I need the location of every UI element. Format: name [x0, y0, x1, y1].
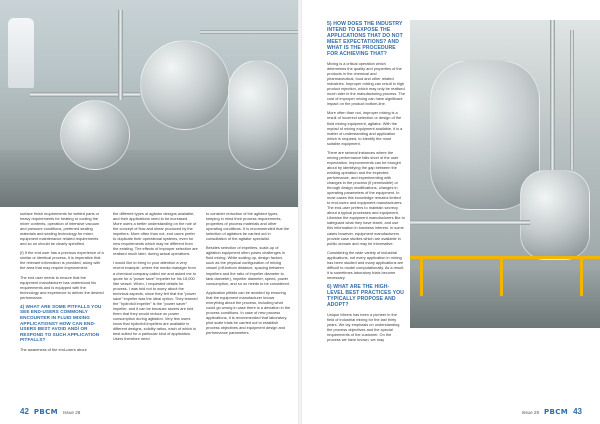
paragraph: Mixing is a critical operation which determines the quality and properties of the products in the chemical and pharmaceutical, food and other related industries. Improper mixing can result in high product rejection, which may only be realised much later in the manufacturing process. The cost of improper mixing can have significant impact on the product bottom-line.	[327, 61, 405, 107]
paragraph: to consider reduction of the agitator types, keeping in mind their process requirements, properties of process materials and other operating conditions. It is recommended that the selection of agitators be carried out in consultation of the agitator specialist.	[206, 211, 290, 242]
page-number: 42	[20, 407, 29, 416]
mixing-vessel	[140, 40, 230, 130]
article-column-4	[327, 18, 405, 346]
question-5-heading: 5) HOW DOES THE INDUSTRY INTEND TO EXPOSE THE APPLICATIONS THAT DO NOT MEET EXPECTATIONS? AND WHAT IS THE PROCEDURE FOR ACHIEVING THAT?	[327, 21, 403, 57]
paragraph: Besides selection of impellers, scale-up of agitation equipment often poses challenges in fluid mixing. While scaling up, design factors such as the physical configuration of mixing vessel (off-bottom distance, spacing between impellers and the ratio of impeller diameter to tank diameter), impeller diameter, speed, power consumption, and so on needs to be considered.	[206, 245, 290, 286]
vessel-lid	[60, 100, 130, 170]
safety-rail	[410, 256, 600, 259]
paragraph: the different types of agitator designs available, and their applications need to be increased. More users a better understanding on the role of the concept of flow and shear produced by the impellers. More often than not, end users prefer to duplicate their operational systems, even for new requirements which may be different from the existing. The effects of improper selection are realised much later, during actual operations.	[113, 211, 198, 257]
article-column-1	[20, 211, 105, 356]
paragraph: Application pitfalls can be avoided by ensuring that the equipment manufacturer knows everything about the process, including what could go wrong in case there is a deviation in the process conditions. In case of new process applications, it is recommended that laboratory, pilot scale trials be carried out to establish process objectives and equipment design and performance parameters.	[206, 289, 291, 336]
magazine-logo: PBCM	[543, 408, 569, 416]
pipe	[570, 30, 574, 170]
paragraph: Unique Mixers has been a pioneer in the field of industrial mixing for the last thirty years. We lay emphasis on understanding the process objectives and the special requirements of the customer. On the process we have known, we may	[327, 311, 400, 343]
cleanroom-photo	[0, 0, 298, 207]
question-4-heading: 4) WHAT ARE SOME PITFALLS YOU SEE END-USERS COMMONLY ENCOUNTER IN FLUID MIXING APPLICATIONS? HOW CAN END-USERS BEST AVOID AND/ OR RESPOND TO SUCH APPLICATION PITFALLS?	[20, 303, 102, 343]
safety-rail-post	[500, 256, 503, 296]
pipe	[118, 10, 123, 100]
page-folio-right	[519, 407, 582, 416]
paragraph: The end user needs to ensure that the equipment manufacturer has understood his requirements and is equipped with the technology and experience to deliver the desired performance.	[20, 274, 104, 300]
side-tank	[228, 60, 288, 170]
pipe	[550, 20, 555, 170]
paragraph: surface finish requirements for wetted parts or heavy requirements for heating or cooling the mixer contents, operation of intensive vacuum and pressure conditions, preferred sealing materials and sealing technology for mixer, equipment maintenance related requirements and so on should be clearly specified.	[20, 211, 100, 247]
paragraph: The awareness of the end-users about	[20, 346, 87, 352]
pipe	[200, 30, 298, 34]
paragraph: I would like to bring to your attention a very recent example, where the media manager from a chemical company called me and asked me to quote for a "power save" impeller for his 15,000 litre vessel. When, I requested details for process, I was told not to worry about the technical aspects, since they felt that the "power save" impeller was the ideal option. They learned the "hydrofoil impeller" is the "power saver" impeller, and it can be because savers are told them that they would reduce on power consumption during agitation. Very few users know that hydrofoil impellers are available in different designs, solidity ratios, each of which is best suited for a particular kind of application. Users therefore need	[113, 260, 198, 342]
issue-label: Issue 29	[62, 410, 81, 415]
pipe	[30, 92, 140, 97]
paragraph: More often than not, improper mixing is a result of incorrect selection or design of the fluid mixing equipment, agitator. With the myriad of mixing equipment available, it is a matter of understanding and application which is required, to identify the most suitable equipment.	[327, 110, 403, 146]
paragraph: There are several instances where the mixing performance falls short of the user expectation. Improvements can be brought about by identifying the gap between the existing operation and the expected performance, and experimenting with changes in the process (if permissible) or through design modifications, changes in operating parameters of the equipment. In most cases this knowledge remains limited to end-users and equipment manufacturers. The end-user prefers to maintain secrecy about a typical processes and equipment. Likewise the equipment manufacturers like to safeguard what they have learnt, and use this information in business interest. In some cases however, equipment manufacturers provide case studies which are available in public domain and may be informative.	[327, 149, 405, 246]
page-folio-left	[20, 407, 83, 416]
safety-rail-post	[580, 256, 583, 296]
question-6-heading: 6) WHAT ARE THE HIGH-LEVEL BEST PRACTICES YOU TYPICALLY PROPOSE AND ADOPT?	[327, 283, 404, 308]
photo-floor	[410, 270, 600, 328]
magazine-logo: PBCM	[33, 408, 59, 416]
page-number: 43	[573, 407, 582, 416]
worker-figure	[8, 18, 34, 88]
small-vessel	[520, 170, 590, 260]
issue-label: Issue 29	[521, 410, 540, 415]
paragraph: (f) If the end user has a previous experience of a similar or identical process, it is imperative that the relevant information is provided, along with the area that may require improvement.	[20, 250, 104, 271]
pipe	[410, 220, 530, 225]
mixing-plant-photo	[410, 20, 600, 328]
page-gutter	[298, 0, 302, 424]
article-column-2	[113, 211, 198, 345]
paragraph: Considering the wide variety of industrial applications, not every application in mixing has been studied and many applications are difficult to model computationally. As a result, it is sometimes laboratory trials become necessary.	[327, 249, 405, 280]
safety-rail-post	[420, 256, 423, 296]
article-column-3	[206, 211, 291, 339]
